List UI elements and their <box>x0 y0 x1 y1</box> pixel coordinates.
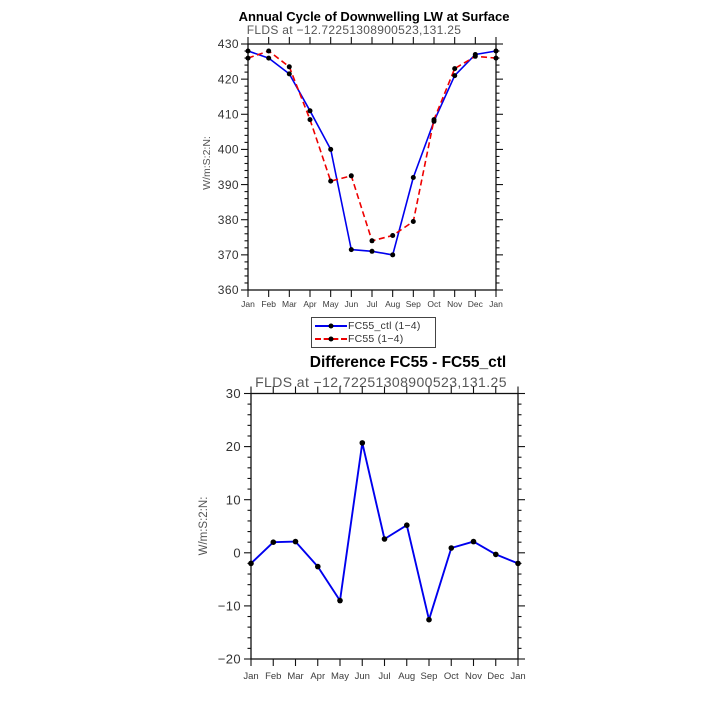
month-label: Jan <box>243 671 259 682</box>
data-point <box>328 147 333 152</box>
data-point <box>287 64 292 69</box>
data-point <box>349 247 354 252</box>
data-point <box>452 73 457 78</box>
month-label: Sep <box>405 299 421 309</box>
data-point <box>370 249 375 254</box>
y-tick-label: 10 <box>225 492 241 508</box>
data-point <box>266 56 271 61</box>
annual-cycle-y-axis-label: W/m:S:2:N: <box>201 136 213 190</box>
month-label: Nov <box>465 671 482 682</box>
month-label: Jun <box>354 671 370 682</box>
month-label: Oct <box>443 671 459 682</box>
annual-cycle-title: Annual Cycle of Downwelling LW at Surface <box>238 9 510 24</box>
difference-title: Difference FC55 - FC55_ctl <box>309 354 507 371</box>
data-point <box>473 54 478 59</box>
data-point <box>246 56 251 61</box>
data-point <box>360 440 366 446</box>
y-tick-label: −20 <box>217 651 241 667</box>
data-point <box>390 233 395 238</box>
legend-line-sample-solid <box>314 321 348 331</box>
month-label: Feb <box>261 299 276 309</box>
y-tick-label: 0 <box>233 545 241 561</box>
legend-marker-dot <box>329 323 334 328</box>
data-point <box>315 564 321 570</box>
y-tick-label: 380 <box>217 212 239 227</box>
legend-line-sample-dashed <box>314 334 348 344</box>
data-point <box>382 536 388 542</box>
month-label: Aug <box>385 299 401 309</box>
data-point <box>266 49 271 54</box>
month-label: Jan <box>489 299 503 309</box>
plot-frame <box>248 44 496 290</box>
data-point <box>271 539 277 545</box>
data-point <box>449 545 455 551</box>
month-label: Sep <box>420 671 438 682</box>
series-line <box>248 51 496 255</box>
data-point <box>308 117 313 122</box>
data-point <box>515 561 521 567</box>
difference-subtitle: FLDS at −12.72251308900523,131.25 <box>255 374 507 390</box>
month-label: Dec <box>467 299 483 309</box>
data-point <box>494 56 499 61</box>
month-label: Apr <box>310 671 326 682</box>
data-point <box>390 252 395 257</box>
month-label: Mar <box>287 671 304 682</box>
plot-frame <box>251 394 518 660</box>
data-point <box>494 49 499 54</box>
month-label: Dec <box>487 671 505 682</box>
annual-cycle-subtitle: FLDS at −12.72251308900523,131.25 <box>246 23 462 37</box>
y-tick-label: 430 <box>217 37 239 52</box>
month-label: Apr <box>303 299 317 309</box>
data-point <box>411 219 416 224</box>
data-point <box>328 179 333 184</box>
y-tick-label: 420 <box>217 72 239 87</box>
data-point <box>473 52 478 57</box>
month-label: Oct <box>427 299 441 309</box>
month-label: Jun <box>344 299 359 309</box>
data-point <box>287 71 292 76</box>
month-label: Nov <box>447 299 463 309</box>
data-point <box>308 108 313 113</box>
data-point <box>493 552 499 558</box>
series-line <box>248 51 496 241</box>
legend-label: FC55 (1−4) <box>348 333 404 346</box>
y-tick-label: −10 <box>217 598 241 614</box>
legend-entry-fc55 <box>314 333 433 347</box>
month-label: May <box>331 671 349 682</box>
y-tick-label: 370 <box>217 248 239 263</box>
month-label: Feb <box>265 671 282 682</box>
legend-entry-fc55-ctl <box>314 319 433 333</box>
y-tick-label: 410 <box>217 107 239 122</box>
data-point <box>432 117 437 122</box>
data-point <box>370 238 375 243</box>
series-line <box>251 443 518 620</box>
legend-marker-dot <box>329 337 334 342</box>
data-point <box>404 522 410 528</box>
data-point <box>426 617 432 623</box>
month-label: Jul <box>366 299 378 309</box>
data-point <box>248 561 254 567</box>
month-label: Jul <box>378 671 391 682</box>
month-label: Jan <box>241 299 255 309</box>
data-point <box>246 49 251 54</box>
y-tick-label: 30 <box>225 386 241 402</box>
data-point <box>337 598 343 604</box>
data-point <box>432 119 437 124</box>
data-point <box>411 175 416 180</box>
data-point <box>452 66 457 71</box>
month-label: May <box>322 299 339 309</box>
legend-label: FC55_ctl (1−4) <box>348 319 421 332</box>
data-point <box>293 539 299 545</box>
data-point <box>471 539 477 545</box>
y-tick-label: 360 <box>217 283 239 298</box>
legend <box>311 317 436 348</box>
month-label: Aug <box>398 671 416 682</box>
data-point <box>349 173 354 178</box>
y-tick-label: 400 <box>217 142 239 157</box>
month-label: Jan <box>510 671 526 682</box>
y-tick-label: 20 <box>225 439 241 455</box>
difference-y-axis-label: W/m:S:2:N: <box>198 496 210 556</box>
month-label: Mar <box>282 299 297 309</box>
y-tick-label: 390 <box>217 177 239 192</box>
